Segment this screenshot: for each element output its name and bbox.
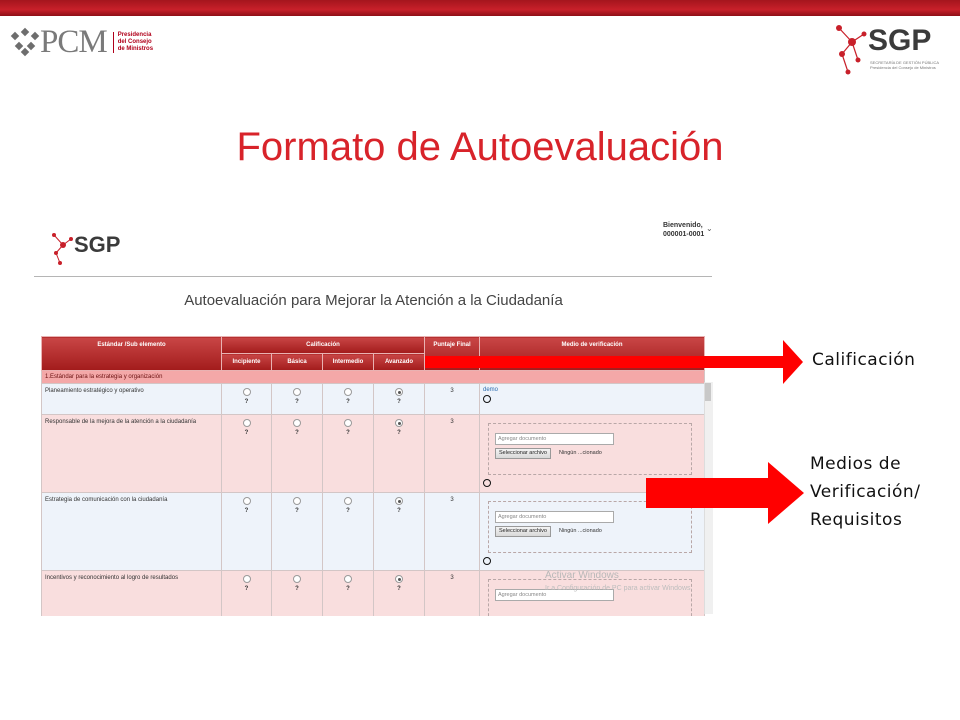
help-icon[interactable]: ? xyxy=(397,586,401,592)
help-icon[interactable]: ? xyxy=(295,399,299,405)
radio-intermedio[interactable] xyxy=(344,388,352,396)
header-level-incipiente: Incipiente xyxy=(222,354,272,371)
sgp-logo xyxy=(834,20,944,80)
help-icon[interactable]: ? xyxy=(295,508,299,514)
sgp-subtitle-2: Presidencia del Consejo de Ministros xyxy=(870,65,936,70)
user-menu[interactable] xyxy=(663,221,704,239)
help-icon[interactable]: ? xyxy=(397,430,401,436)
app-sgp-network-icon xyxy=(50,230,76,268)
document-link[interactable]: demo xyxy=(483,387,499,393)
annotation-medios xyxy=(810,450,920,534)
final-score: 3 xyxy=(425,493,480,571)
help-icon[interactable]: ? xyxy=(295,430,299,436)
help-icon[interactable]: ? xyxy=(244,586,249,592)
table-row xyxy=(42,384,705,415)
sgp-wordmark: SGP xyxy=(868,24,932,57)
annotation-medios-line2: Verificación/ xyxy=(810,482,921,502)
help-icon[interactable]: ? xyxy=(244,508,249,514)
app-logo-wordmark: SGP xyxy=(74,232,121,257)
pcm-wordmark: PCM xyxy=(40,23,107,60)
row-name: Planeamiento estratégico y operativo xyxy=(42,384,222,415)
welcome-label: Bienvenido, xyxy=(663,222,703,229)
radio-incipiente[interactable] xyxy=(243,388,251,396)
help-icon[interactable]: ? xyxy=(346,430,350,436)
radio-basica[interactable] xyxy=(293,419,301,427)
radio-incipiente[interactable] xyxy=(243,575,251,583)
select-file-button[interactable]: Seleccionar archivo xyxy=(495,448,551,459)
no-file-label: Ningún ...cionado xyxy=(559,528,602,534)
page-heading: Autoevaluación para Mejorar la Atención a la Ciudadanía xyxy=(184,292,563,309)
slide-title: Formato de Autoevaluación xyxy=(236,125,724,169)
help-icon[interactable]: ? xyxy=(346,586,350,592)
header-rating: Calificación xyxy=(222,337,425,354)
table-row xyxy=(42,415,705,493)
final-score: 3 xyxy=(425,415,480,493)
embedded-screenshot xyxy=(32,210,715,616)
pcm-logo xyxy=(12,24,158,60)
user-id: 000001-0001 xyxy=(663,231,705,238)
final-score: 3 xyxy=(425,384,480,415)
help-icon[interactable]: ? xyxy=(346,508,350,514)
radio-basica[interactable] xyxy=(293,575,301,583)
sgp-network-icon xyxy=(834,20,870,80)
activation-watermark-text: Ir a Configuración de PC para activar Windows. xyxy=(545,585,693,592)
add-circle-icon[interactable] xyxy=(483,395,491,403)
header-level-avanzado: Avanzado xyxy=(374,354,425,371)
document-input[interactable]: Agregar documento xyxy=(495,433,614,445)
document-input[interactable]: Agregar documento xyxy=(495,511,614,523)
help-icon[interactable]: ? xyxy=(346,399,350,405)
top-accent-bar xyxy=(0,0,960,16)
annotation-medios-line3: Requisitos xyxy=(810,510,903,530)
radio-avanzado[interactable] xyxy=(395,497,403,505)
header-level-intermedio: Intermedio xyxy=(323,354,374,371)
radio-avanzado[interactable] xyxy=(395,419,403,427)
activation-watermark-title: Activar Windows xyxy=(545,570,619,581)
annotation-medios-line1: Medios de xyxy=(810,454,902,474)
pcm-emblem-icon xyxy=(12,29,38,55)
row-name: Estrategia de comunicación con la ciudadanía xyxy=(42,493,222,571)
row-name: Incentivos y reconocimiento al logro de resultados xyxy=(42,571,222,617)
radio-incipiente[interactable] xyxy=(243,497,251,505)
help-icon[interactable]: ? xyxy=(295,586,299,592)
radio-intermedio[interactable] xyxy=(344,497,352,505)
table-row xyxy=(42,493,705,571)
radio-avanzado[interactable] xyxy=(395,575,403,583)
header-standard: Estándar /Sub elemento xyxy=(42,337,222,371)
header-final-score: Puntaje Final xyxy=(425,337,480,371)
radio-incipiente[interactable] xyxy=(243,419,251,427)
help-icon[interactable]: ? xyxy=(244,430,249,436)
document-input[interactable]: Agregar documento xyxy=(495,589,614,601)
scrollbar-thumb[interactable] xyxy=(705,383,711,401)
row-name: Responsable de la mejora de la atención a la ciudadanía xyxy=(42,415,222,493)
help-icon[interactable]: ? xyxy=(244,399,249,405)
arrow-calificacion-icon xyxy=(425,340,805,384)
radio-avanzado[interactable] xyxy=(395,388,403,396)
help-icon[interactable]: ? xyxy=(397,399,401,405)
add-circle-icon[interactable] xyxy=(483,557,491,565)
chevron-down-icon[interactable]: ⌄ xyxy=(706,224,713,233)
radio-basica[interactable] xyxy=(293,497,301,505)
no-file-label: Ningún ...cionado xyxy=(559,450,602,456)
radio-intermedio[interactable] xyxy=(344,419,352,427)
annotation-calificacion: Calificación xyxy=(812,350,916,370)
radio-intermedio[interactable] xyxy=(344,575,352,583)
sgp-subtitle-1: SECRETARÍA DE GESTIÓN PÚBLICA xyxy=(870,60,940,65)
radio-basica[interactable] xyxy=(293,388,301,396)
final-score: 3 xyxy=(425,571,480,617)
header-divider xyxy=(34,276,712,277)
header-level-basica: Básica xyxy=(272,354,323,371)
arrow-medios-icon xyxy=(646,462,806,524)
select-file-button[interactable]: Seleccionar archivo xyxy=(495,526,551,537)
add-circle-icon[interactable] xyxy=(483,479,491,487)
help-icon[interactable]: ? xyxy=(397,508,401,514)
header-verification: Medio de verificación xyxy=(480,337,705,371)
pcm-subtitle: Presidencia del Consejo de Ministros xyxy=(113,32,158,53)
section-row: 1.Estándar para la estrategia y organización xyxy=(42,371,705,384)
